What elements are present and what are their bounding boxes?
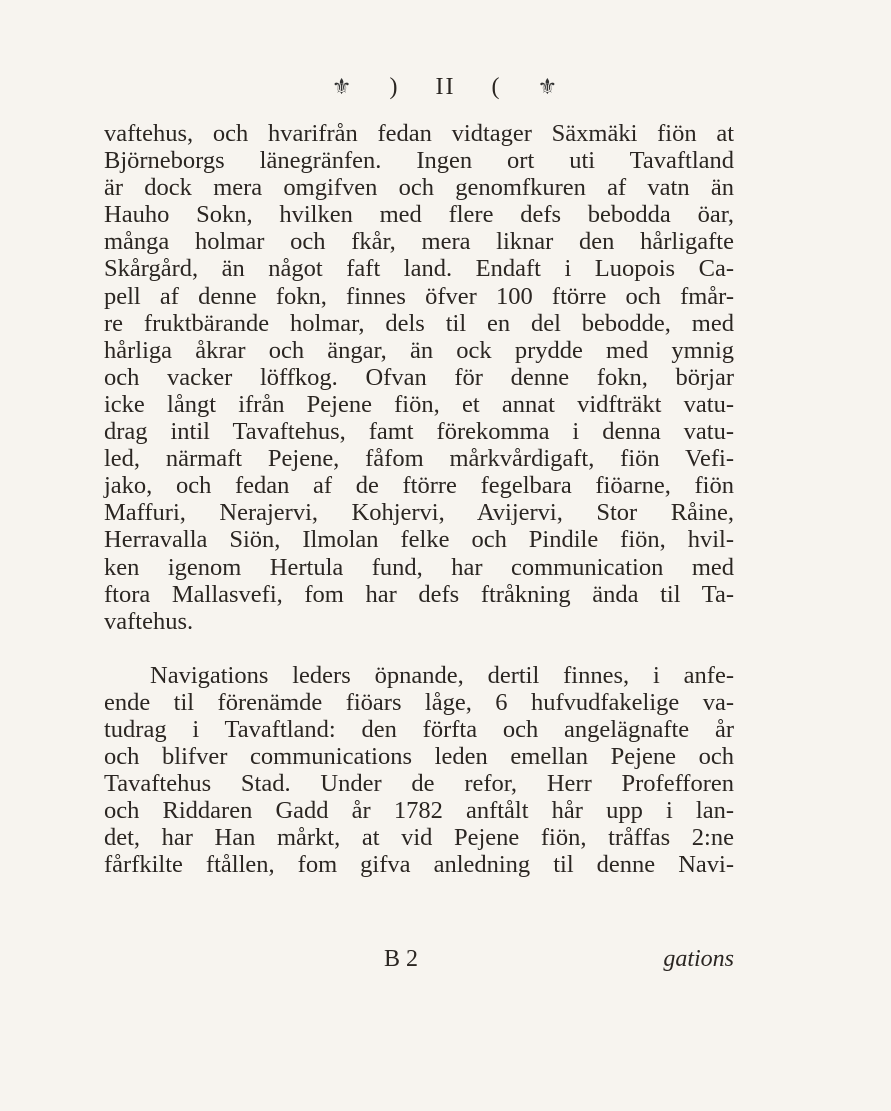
text-line: är dock mera omgifven och genomfkuren af vatn än bbox=[104, 174, 734, 202]
text-line: och blifver communications leden emellan Pejene och bbox=[104, 743, 734, 771]
text-line: Björneborgs länegränfen. Ingen ort uti Tavaftland bbox=[104, 147, 734, 175]
text-line: tudrag i Tavaftland: den förfta och angelägnafte år bbox=[104, 715, 734, 743]
text-line: ftora Mallasvefi, fom har defs ftråkning ända til Ta- bbox=[104, 580, 734, 608]
text-line: ken igenom Hertula fund, har communication med bbox=[104, 553, 734, 581]
catchword: gations bbox=[663, 946, 734, 972]
text-line: många holmar och fkår, mera liknar den hårligafte bbox=[104, 228, 734, 256]
fleuron-left-icon: ⚜ bbox=[331, 74, 354, 99]
text-line: Herravalla Siön, Ilmolan felke och Pindile fiön, hvil- bbox=[104, 526, 734, 554]
paragraph-2 bbox=[104, 662, 734, 879]
text-line: Tavaftehus Stad. Under de refor, Herr Profefforen bbox=[104, 770, 734, 798]
fleuron-right-icon: ⚜ bbox=[537, 74, 560, 99]
text-line: pell af denne fokn, finnes öfver 100 ftörre och fmår- bbox=[104, 282, 734, 310]
body-text bbox=[104, 120, 734, 879]
text-line: hårliga åkrar och ängar, än ock prydde med ymnig bbox=[104, 336, 734, 364]
text-line: jako, och fedan af de ftörre fegelbara fiöarne, fiön bbox=[104, 472, 734, 500]
page-header bbox=[0, 74, 891, 101]
header-left-paren: ) bbox=[389, 74, 400, 100]
text-line: led, närmaft Pejene, fåfom mårkvårdigaft, fiön Vefi- bbox=[104, 445, 734, 473]
text-line: drag intil Tavaftehus, famt förekomma i denna vatu- bbox=[104, 418, 734, 446]
signature-mark: B 2 bbox=[384, 946, 419, 972]
text-line: icke långt ifrån Pejene fiön, et annat vidfträkt vatu- bbox=[104, 390, 734, 418]
text-line: Hauho Sokn, hvilken med flere defs bebodda öar, bbox=[104, 201, 734, 229]
text-line: och vacker löffkog. Ofvan för denne fokn, börjar bbox=[104, 363, 734, 391]
text-line: ende til förenämde fiöars låge, 6 hufvudfakelige va- bbox=[104, 688, 734, 716]
text-line: det, har Han mårkt, at vid Pejene fiön, tråffas 2:ne bbox=[104, 824, 734, 852]
text-line: Maffuri, Nerajervi, Kohjervi, Avijervi, Stor Råine, bbox=[104, 499, 734, 527]
page-number: II bbox=[435, 74, 456, 100]
text-line: vaftehus. bbox=[104, 607, 194, 635]
text-line: Skårgård, än något faft land. Endaft i Luopois Ca- bbox=[104, 255, 734, 283]
text-line: re fruktbärande holmar, dels til en del bebodde, med bbox=[104, 309, 734, 337]
text-line: fårfkilte ftållen, fom gifva anledning til denne Navi- bbox=[104, 851, 734, 879]
text-line: vaftehus, och hvarifrån fedan vidtager Säxmäki fiön at bbox=[104, 120, 734, 147]
text-line: Navigations leders öpnande, dertil finnes, i anfe- bbox=[150, 661, 734, 689]
text-line: och Riddaren Gadd år 1782 anftålt hår upp i lan- bbox=[104, 797, 734, 825]
paragraph-1 bbox=[104, 120, 734, 635]
header-right-paren: ( bbox=[491, 74, 502, 100]
